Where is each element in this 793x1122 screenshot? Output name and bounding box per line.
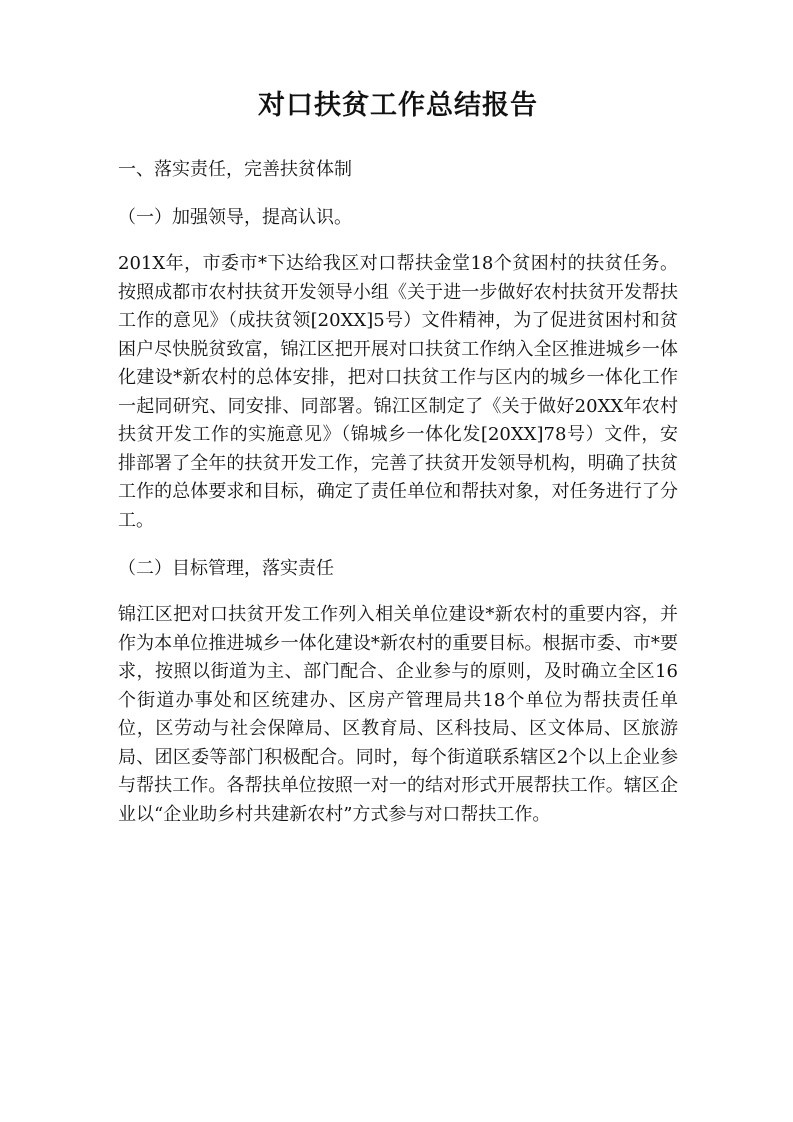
- document-content: [118, 90, 678, 849]
- subsection-heading-1: （一）加强领导，提高认识。: [118, 207, 352, 229]
- subsection-body-2: 锦江区把对口扶贫开发工作列入相关单位建设*新农村的重要内容，并作为本单位推进城乡一体化建设*新农村的重要目标。根据市委、市*要求，按照以街道为主、部门配合、企业参与的原则，及时确立全区16个街道办事处和区统建办、区房产管理局共18个单位为帮扶责任单位，区劳动与社会保障局、区教育局、区科技局、区文体局、区旅游局、团区委等部门积极配合。同时，每个街道联系辖区2个以上企业参与帮扶工作。各帮扶单位按照一对一的结对形式开展帮扶工作。辖区企业以“企业助乡村共建新农村”方式参与对口帮扶工作。: [118, 604, 678, 825]
- subsection-heading-2: （二）目标管理，落实责任: [118, 558, 334, 580]
- subsection-body-1: 201X年，市委市*下达给我区对口帮扶金堂18个贫困村的扶贫任务。按照成都市农村扶贫开发领导小组《关于进一步做好农村扶贫开发帮扶工作的意见》（成扶贫领[20XX]5号）文件精神，为了促进贫困村和贫困户尽快脱贫致富，锦江区把开展对口扶贫工作纳入全区推进城乡一体化建设*新农村的总体安排，把对口扶贫工作与区内的城乡一体化工作一起同研究、同安排、同部署。锦江区制定了《关于做好20XX年农村扶贫开发工作的实施意见》（锦城乡一体化发[20XX]78号）文件，安排部署了全年的扶贫开发工作，完善了扶贫开发领导机构，明确了扶贫工作的总体要求和目标，确定了责任单位和帮扶对象，对任务进行了分工。: [118, 253, 678, 531]
- section-heading-1: 一、落实责任，完善扶贫体制: [118, 159, 352, 181]
- document-title: 对口扶贫工作总结报告: [258, 90, 538, 121]
